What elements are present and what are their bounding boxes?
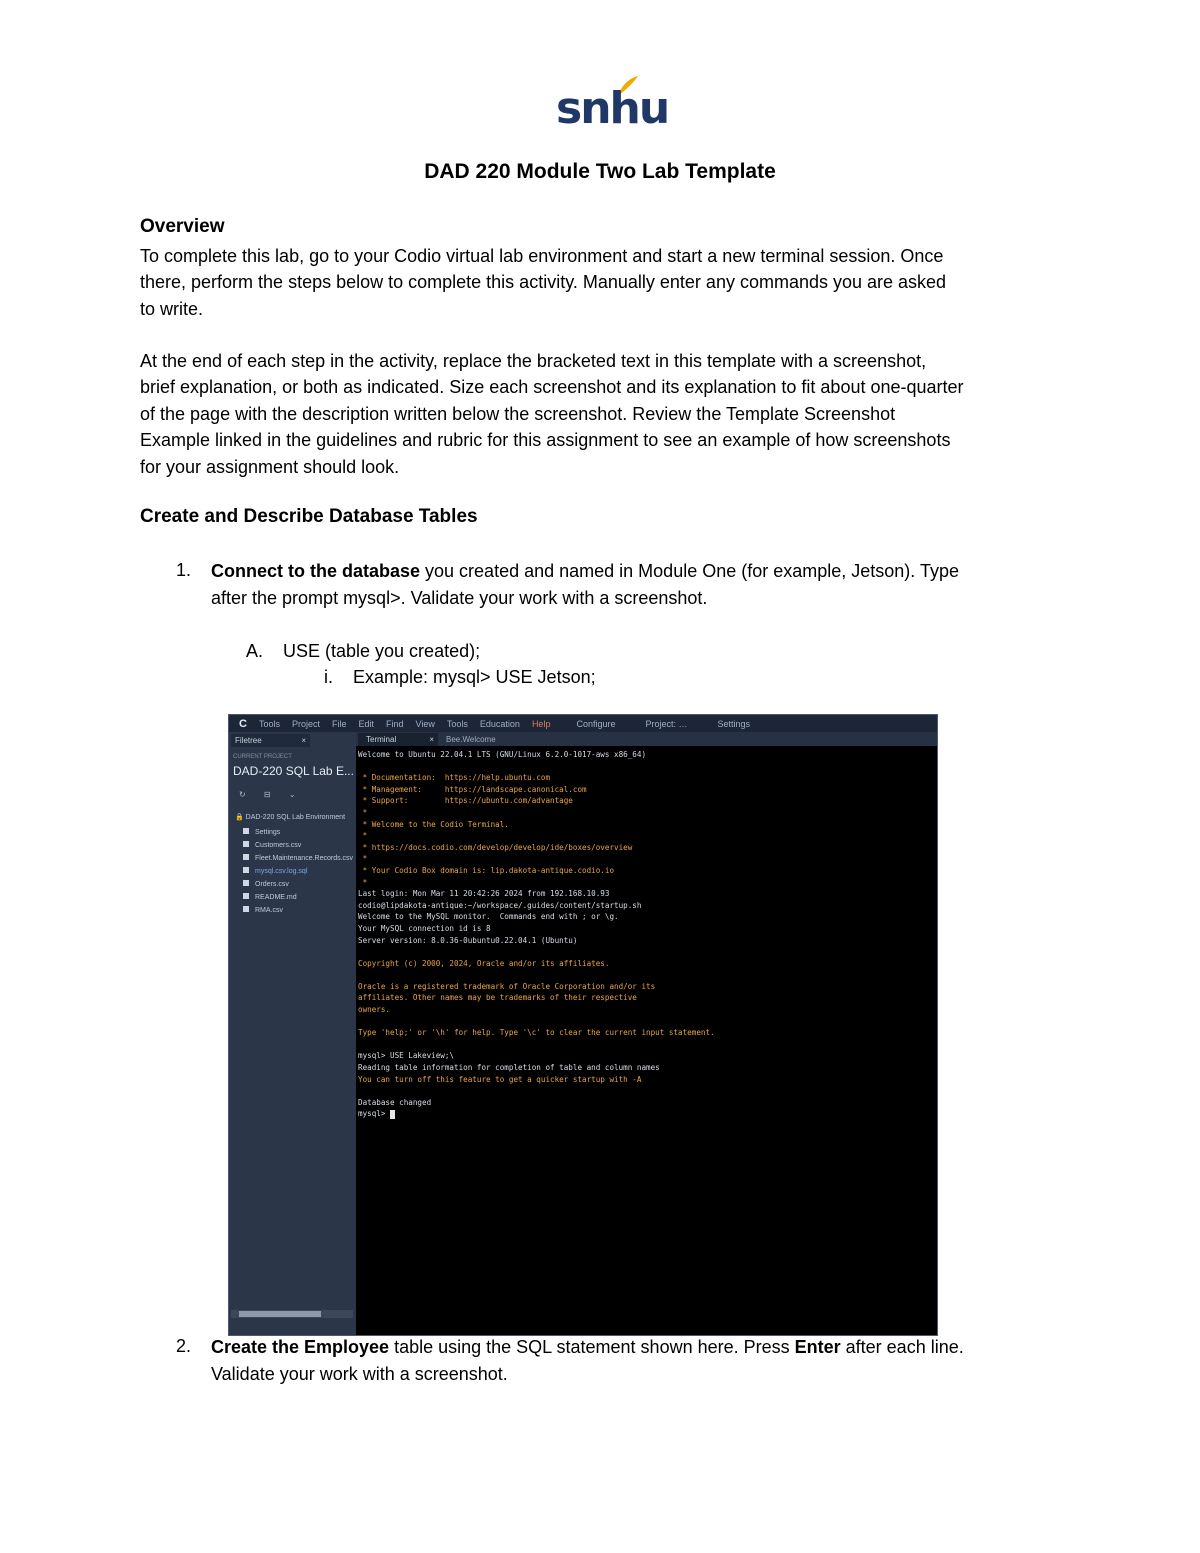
menu-item[interactable]: Find <box>386 718 404 729</box>
tab-filetree-label: Filetree <box>235 736 262 745</box>
file-icon <box>243 854 249 860</box>
file-item[interactable] <box>243 852 353 865</box>
step-2-text: table using the SQL statement shown here. Press <box>389 1337 795 1357</box>
sub-step-a-marker: A. <box>246 641 264 661</box>
file-icon <box>243 867 249 873</box>
instructions-line: for your assignment should look. <box>140 456 400 477</box>
terminal-line: Oracle is a registered trademark of Oracle Corporation and/or its <box>358 981 656 991</box>
terminal-line: * Documentation: https://help.ubuntu.com <box>358 773 551 783</box>
file-item[interactable] <box>243 904 353 917</box>
file-icon <box>243 880 249 886</box>
sub-step-i-text: Example: mysql> USE Jetson; <box>353 667 596 687</box>
menu-settings[interactable]: Settings <box>717 718 751 729</box>
instructions-line: Example linked in the guidelines and rubric for this assignment to see an example of how screenshots <box>140 430 951 451</box>
instructions-line: brief explanation, or both as indicated. Size each screenshot and its explanation to fit about one-quarter <box>140 377 964 398</box>
close-icon[interactable]: × <box>429 735 434 744</box>
codio-screenshot <box>228 714 938 1336</box>
terminal-cursor <box>390 1110 395 1119</box>
terminal-line: Database changed <box>358 1097 432 1107</box>
menu-item[interactable]: Tools <box>446 718 468 729</box>
instructions-paragraph <box>140 348 1060 480</box>
scrollbar-thumb[interactable] <box>239 1311 321 1317</box>
terminal-line <box>358 761 715 773</box>
menu-item[interactable]: Tools <box>258 718 280 729</box>
step-2-enter: Enter <box>794 1337 841 1357</box>
menu-configure[interactable]: Configure <box>576 718 616 729</box>
terminal-line <box>358 1039 715 1051</box>
terminal-panel <box>356 732 937 1335</box>
terminal-line <box>358 946 715 958</box>
terminal-output[interactable] <box>358 749 715 1120</box>
step-2-text-end: after each line. <box>840 1337 964 1357</box>
terminal-line: You can turn off this feature to get a quicker startup with -A <box>358 1074 642 1084</box>
step-2-line-2: Validate your work with a screenshot. <box>211 1364 508 1384</box>
terminal-line: * Management: https://landscape.canonical.com <box>358 784 587 794</box>
tab-welcome[interactable]: Bee.Welcome <box>446 735 496 744</box>
file-icon <box>243 893 249 899</box>
menu-item[interactable]: Edit <box>358 718 375 729</box>
step-1-line-1 <box>211 558 959 585</box>
instructions-line: At the end of each step in the activity, replace the bracketed text in this template with a screenshot, <box>140 351 927 371</box>
tree-root[interactable]: 🔒 DAD-220 SQL Lab Environment <box>235 814 346 821</box>
step-1-text: you created and named in Module One (for example, Jetson). Type <box>420 561 960 581</box>
overview-heading: Overview <box>140 216 225 237</box>
file-tree-panel <box>229 732 356 1335</box>
terminal-line: affiliates. Other names may be trademarks of their respective <box>358 993 637 1003</box>
project-caption: CURRENT PROJECT <box>233 754 292 760</box>
file-item[interactable] <box>243 891 353 904</box>
tab-terminal[interactable] <box>358 733 438 746</box>
file-label: README.md <box>255 894 297 901</box>
overview-paragraph <box>140 243 1060 322</box>
sub-step-i-marker: i. <box>324 667 333 687</box>
terminal-line: Your MySQL connection id is 8 <box>358 923 491 933</box>
step-2-line-1 <box>211 1334 964 1361</box>
file-label: Customers.csv <box>255 842 302 849</box>
terminal-line: * <box>358 807 368 817</box>
file-item[interactable] <box>243 839 353 852</box>
project-name: DAD-220 SQL Lab E... <box>233 764 354 778</box>
menu-item[interactable]: Education <box>479 718 520 729</box>
terminal-line: owners. <box>358 1005 391 1015</box>
snhu-logo <box>556 74 669 134</box>
terminal-line: mysql> USE Lakeview;\ <box>358 1051 455 1061</box>
file-label: RMA.csv <box>255 907 283 914</box>
page-title: DAD 220 Module Two Lab Template <box>424 160 776 183</box>
step-2-bold: Create the Employee <box>211 1337 390 1357</box>
instructions-line: of the page with the description written below the screenshot. Review the Template Screenshot <box>140 403 896 424</box>
terminal-tabs <box>356 732 937 746</box>
terminal-line: * <box>358 854 368 864</box>
terminal-line: codio@lipdakota-antique:~/workspace/.guides/content/startup.sh <box>358 900 642 910</box>
terminal-line: Reading table information for completion of table and column names <box>358 1063 660 1073</box>
step-1-number: 1. <box>176 560 192 580</box>
file-label: Settings <box>255 829 281 836</box>
file-label: mysql.csv.log.sql <box>255 868 308 875</box>
terminal-line: Welcome to Ubuntu 22.04.1 LTS (GNU/Linux 6.2.0-1017-aws x86_64) <box>358 750 647 759</box>
file-item[interactable] <box>243 865 353 878</box>
terminal-line: Welcome to the MySQL monitor. Commands end with ; or \g. <box>358 912 619 922</box>
file-item[interactable] <box>243 826 353 839</box>
terminal-line: * <box>358 877 368 887</box>
terminal-line: * Support: https://ubuntu.com/advantage <box>358 796 573 806</box>
terminal-line: * Your Codio Box domain is: lip.dakota-antique.codio.io <box>358 865 615 875</box>
step-1-bold: Connect to the database <box>211 561 421 581</box>
file-item[interactable] <box>243 878 353 891</box>
codio-menubar <box>229 715 937 732</box>
menu-item[interactable]: File <box>331 718 347 729</box>
menu-item[interactable]: Help <box>531 718 551 729</box>
close-icon[interactable]: × <box>301 736 306 745</box>
menu-item[interactable]: View <box>415 718 435 729</box>
file-list <box>243 826 353 917</box>
step-1-line-2: after the prompt mysql>. Validate your work with a screenshot. <box>211 588 708 608</box>
terminal-line: * https://docs.codio.com/develop/develop/ide/boxes/overview <box>358 842 633 852</box>
file-icon <box>243 828 249 834</box>
terminal-line: Copyright (c) 2000, 2024, Oracle and/or its affiliates. <box>358 958 610 968</box>
section-heading: Create and Describe Database Tables <box>140 506 478 527</box>
menu-project[interactable]: Project: … <box>645 718 688 729</box>
terminal-line: * Welcome to the Codio Terminal. <box>358 819 509 829</box>
step-2-number: 2. <box>176 1336 192 1356</box>
menu-item[interactable]: Project <box>291 718 320 729</box>
terminal-line: * <box>358 831 368 841</box>
file-label: Fleet.Maintenance.Records.csv <box>255 855 354 862</box>
file-icon <box>243 906 249 912</box>
terminal-line: Type 'help;' or '\h' for help. Type '\c' to clear the current input statement. <box>358 1028 715 1038</box>
sidebar-scrollbar[interactable] <box>231 1310 353 1318</box>
sub-step-a-text: USE (table you created); <box>283 641 481 661</box>
logo-wordmark: snhu <box>556 83 669 134</box>
terminal-line <box>358 969 715 981</box>
tab-terminal-label: Terminal <box>366 735 397 744</box>
overview-line: To complete this lab, go to your Codio virtual lab environment and start a new terminal session. Once <box>140 246 944 266</box>
overview-line: there, perform the steps below to complete this activity. Manually enter any commands you are asked <box>140 272 947 293</box>
file-label: Orders.csv <box>255 881 289 888</box>
terminal-line <box>358 1016 715 1028</box>
terminal-line: Server version: 8.0.36-0ubuntu0.22.04.1 (Ubuntu) <box>358 935 578 945</box>
overview-line: to write. <box>140 298 204 319</box>
terminal-line: mysql> <box>358 1108 715 1120</box>
codio-logo: C <box>239 717 247 730</box>
tree-toolbar-icons[interactable]: ↻ ⊟ ⌄ <box>239 790 304 799</box>
tab-filetree[interactable] <box>231 734 310 747</box>
terminal-line: Last login: Mon Mar 11 20:42:26 2024 from 192.168.10.93 <box>358 889 610 899</box>
file-icon <box>243 841 249 847</box>
terminal-line <box>358 1085 715 1097</box>
